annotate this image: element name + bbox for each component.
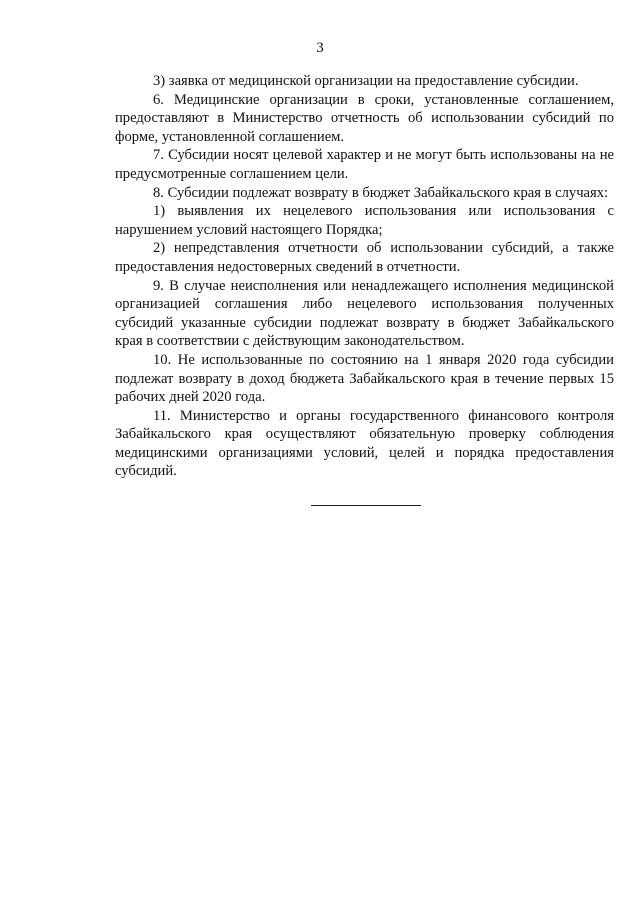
paragraph-8-refund-cases: 8. Субсидии подлежат возврату в бюджет Забайкальского края в случаях:	[153, 184, 609, 201]
document-body	[115, 72, 614, 481]
paragraph-item-3-application: 3) заявка от медицинской организации на предоставление субсидии.	[153, 73, 579, 89]
paragraph-11-control: 11. Министерство и органы государственного финансового контроля Забайкальского края осуществляют обязательную проверку соблюдения медицинскими организациями условий, целей и порядка предоставления субсидий.	[115, 407, 614, 480]
page-number: 3	[316, 40, 324, 56]
paragraph-7-targeted-use: 7. Субсидии носят целевой характер и не могут быть использованы на не предусмотренные соглашением цели.	[115, 147, 614, 182]
paragraph-10-unused-subsidies: 10. Не использованные по состоянию на 1 января 2020 года субсидии подлежат возврату в доход бюджета Забайкальского края в течение первых 15 рабочих дней 2020 года.	[115, 351, 614, 406]
paragraph-6-reporting: 6. Медицинские организации в сроки, установленные соглашением, предоставляют в Министерство отчетность об использовании субсидий по форме, установленной соглашением.	[115, 91, 614, 145]
paragraph-8-case-2: 2) непредставления отчетности об использовании субсидий, а также предоставления недостоверных сведений в отчетности.	[115, 240, 614, 275]
paragraph-9-non-fulfilment: 9. В случае неисполнения или ненадлежащего исполнения медицинской организацией соглашения либо нецелевого использования полученных субсидий указанные субсидии подлежат возврату в бюджет Забайкальского края в соответствии с действующим законодательством.	[115, 277, 614, 350]
paragraph-8-case-1: 1) выявления их нецелевого использования или использования с нарушением условий настоящего Порядка;	[115, 203, 614, 238]
end-divider-line	[311, 505, 421, 506]
